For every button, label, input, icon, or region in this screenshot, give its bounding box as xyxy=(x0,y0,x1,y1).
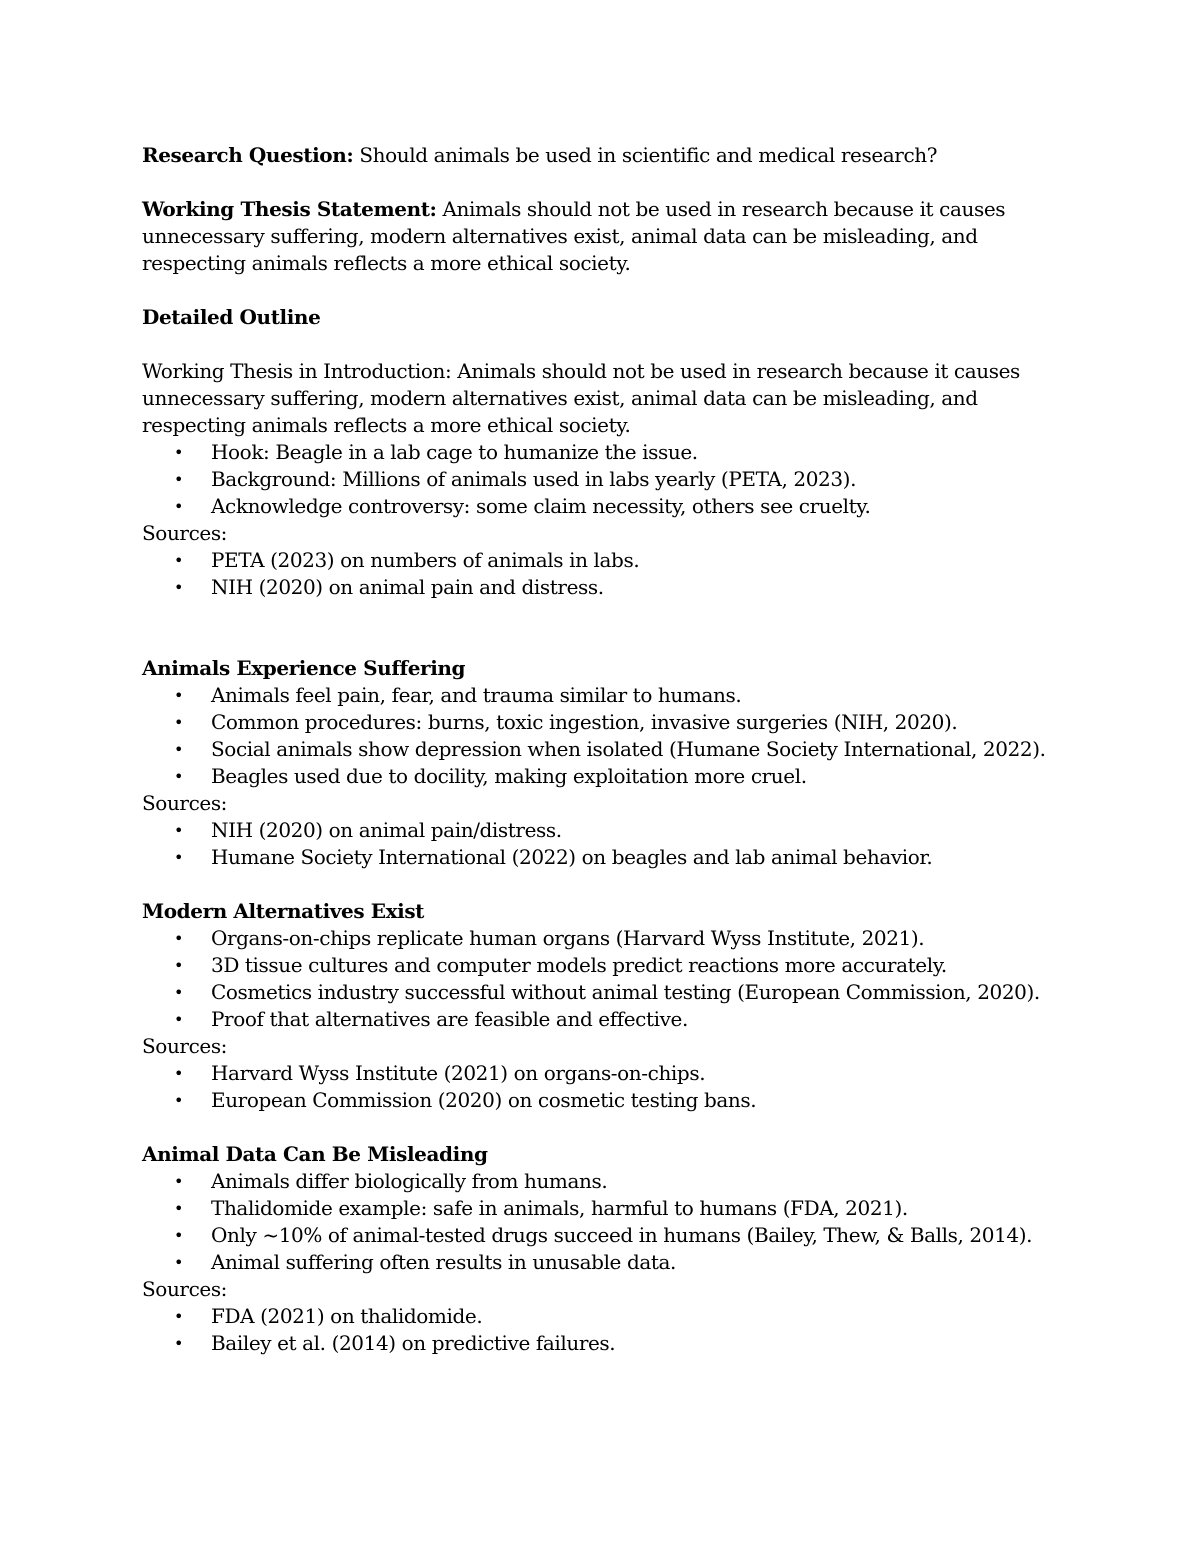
research-question xyxy=(142,142,1062,169)
list-item: • Common procedures: burns, toxic ingestion, invasive surgeries (NIH, 2020). xyxy=(174,710,958,734)
alternatives-sources-list xyxy=(142,1060,1062,1114)
misleading-sources-list xyxy=(142,1303,1062,1357)
list-item: • Harvard Wyss Institute (2021) on organs-on-chips. xyxy=(174,1061,706,1085)
list-item: • Beagles used due to docility, making exploitation more cruel. xyxy=(174,764,807,788)
suffering-points-list xyxy=(142,682,1062,790)
intro-points-list xyxy=(142,439,1062,520)
alternatives-points-list xyxy=(142,925,1062,1033)
list-item: • NIH (2020) on animal pain/distress. xyxy=(174,818,562,842)
bullet-icon: • xyxy=(174,821,184,840)
bullet-icon: • xyxy=(174,1307,184,1326)
list-item: • Animals differ biologically from humans. xyxy=(174,1169,608,1193)
list-item: • Bailey et al. (2014) on predictive failures. xyxy=(174,1331,616,1355)
sources-label: Sources: xyxy=(142,1277,228,1301)
misleading-points-list xyxy=(142,1168,1062,1276)
bullet-icon: • xyxy=(174,1091,184,1110)
section-heading-misleading: Animal Data Can Be Misleading xyxy=(142,1142,488,1166)
list-item: • NIH (2020) on animal pain and distress. xyxy=(174,575,604,599)
bullet-icon: • xyxy=(174,578,184,597)
bullet-icon: • xyxy=(174,551,184,570)
list-item: • PETA (2023) on numbers of animals in labs. xyxy=(174,548,640,572)
suffering-sources-list xyxy=(142,817,1062,871)
bullet-icon: • xyxy=(174,1010,184,1029)
list-item: • Cosmetics industry successful without animal testing (European Commission, 2020). xyxy=(174,980,1040,1004)
list-item: • Animals feel pain, fear, and trauma similar to humans. xyxy=(174,683,742,707)
document-page xyxy=(142,142,1062,1357)
list-item: • Organs-on-chips replicate human organs (Harvard Wyss Institute, 2021). xyxy=(174,926,925,950)
list-item: • FDA (2021) on thalidomide. xyxy=(174,1304,483,1328)
list-item: • Acknowledge controversy: some claim necessity, others see cruelty. xyxy=(174,494,871,518)
working-thesis xyxy=(142,196,1062,277)
section-heading-alternatives: Modern Alternatives Exist xyxy=(142,899,425,923)
section-heading-suffering: Animals Experience Suffering xyxy=(142,656,466,680)
list-item: • European Commission (2020) on cosmetic testing bans. xyxy=(174,1088,757,1112)
list-item: • Humane Society International (2022) on beagles and lab animal behavior. xyxy=(174,845,933,869)
list-item: • Only ~10% of animal-tested drugs succeed in humans (Bailey, Thew, & Balls, 2014). xyxy=(174,1223,1033,1247)
list-item: • Social animals show depression when isolated (Humane Society International, 2022). xyxy=(174,737,1046,761)
bullet-icon: • xyxy=(174,983,184,1002)
outline-heading: Detailed Outline xyxy=(142,305,321,329)
bullet-icon: • xyxy=(174,1253,184,1272)
bullet-icon: • xyxy=(174,1064,184,1083)
bullet-icon: • xyxy=(174,713,184,732)
bullet-icon: • xyxy=(174,929,184,948)
sources-label: Sources: xyxy=(142,521,228,545)
sources-label: Sources: xyxy=(142,791,228,815)
intro-sources-list xyxy=(142,547,1062,601)
list-item: • Background: Millions of animals used in labs yearly (PETA, 2023). xyxy=(174,467,857,491)
intro-thesis: Working Thesis in Introduction: Animals should not be used in research because it causes unnecessary suffering, modern alternatives exist, animal data can be misleading, and respecting animals reflects a more ethical society. xyxy=(142,359,1020,437)
research-question-label: Research Question: xyxy=(142,143,354,167)
bullet-icon: • xyxy=(174,956,184,975)
bullet-icon: • xyxy=(174,848,184,867)
list-item: • Animal suffering often results in unusable data. xyxy=(174,1250,676,1274)
bullet-icon: • xyxy=(174,497,184,516)
list-item: • Thalidomide example: safe in animals, harmful to humans (FDA, 2021). xyxy=(174,1196,908,1220)
bullet-icon: • xyxy=(174,1226,184,1245)
research-question-text: Should animals be used in scientific and medical research? xyxy=(353,143,938,167)
bullet-icon: • xyxy=(174,767,184,786)
bullet-icon: • xyxy=(174,1172,184,1191)
bullet-icon: • xyxy=(174,1199,184,1218)
bullet-icon: • xyxy=(174,740,184,759)
list-item: • Hook: Beagle in a lab cage to humanize the issue. xyxy=(174,440,698,464)
list-item: • 3D tissue cultures and computer models predict reactions more accurately. xyxy=(174,953,947,977)
list-item: • Proof that alternatives are feasible and effective. xyxy=(174,1007,688,1031)
sources-label: Sources: xyxy=(142,1034,228,1058)
bullet-icon: • xyxy=(174,443,184,462)
bullet-icon: • xyxy=(174,470,184,489)
working-thesis-text: Animals should not be used in research because it causes unnecessary suffering, modern alternatives exist, animal data can be misleading, and respecting animals reflects a more ethical society. xyxy=(142,197,1006,275)
bullet-icon: • xyxy=(174,1334,184,1353)
working-thesis-label: Working Thesis Statement: xyxy=(142,197,437,221)
bullet-icon: • xyxy=(174,686,184,705)
